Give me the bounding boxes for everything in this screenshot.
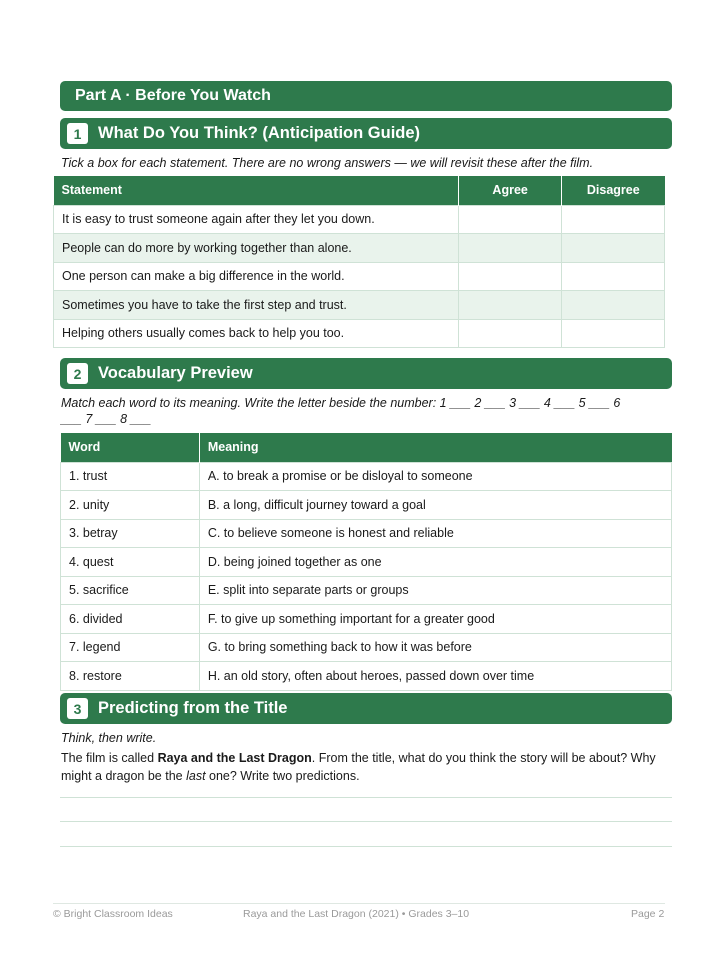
section-2-instructions bbox=[61, 395, 671, 427]
table-row bbox=[61, 548, 672, 577]
table-header-row bbox=[54, 176, 665, 205]
film-title: Raya and the Last Dragon bbox=[157, 751, 312, 765]
footer-divider bbox=[53, 903, 665, 904]
table-row bbox=[54, 319, 665, 348]
vocabulary-table bbox=[60, 433, 672, 691]
agree-checkbox-cell[interactable] bbox=[459, 262, 562, 291]
disagree-checkbox-cell[interactable] bbox=[562, 205, 665, 234]
table-row bbox=[61, 633, 672, 662]
section-3-number: 3 bbox=[67, 698, 88, 719]
column-header-word: Word bbox=[61, 433, 200, 462]
section-1-title: What Do You Think? (Anticipation Guide) bbox=[98, 124, 421, 142]
section-3-lead: Think, then write. bbox=[61, 731, 157, 745]
agree-checkbox-cell[interactable] bbox=[459, 234, 562, 263]
agree-checkbox-cell[interactable] bbox=[459, 205, 562, 234]
section-1-header bbox=[60, 118, 672, 149]
disagree-checkbox-cell[interactable] bbox=[562, 234, 665, 263]
statement-cell: It is easy to trust someone again after they let you down. bbox=[54, 205, 459, 234]
agree-checkbox-cell[interactable] bbox=[459, 291, 562, 320]
table-row bbox=[61, 519, 672, 548]
answer-line-2[interactable] bbox=[60, 821, 672, 822]
prompt-emphasis: last bbox=[186, 769, 206, 783]
footer-copyright: © Bright Classroom Ideas bbox=[53, 908, 173, 920]
column-header-disagree: Disagree bbox=[562, 176, 665, 205]
word-cell: 6. divided bbox=[61, 605, 200, 634]
prompt-text-end: one? Write two predictions. bbox=[205, 769, 360, 783]
section-2-title: Vocabulary Preview bbox=[98, 364, 253, 382]
word-cell: 7. legend bbox=[61, 633, 200, 662]
footer-film-info: Raya and the Last Dragon (2021) • Grades 3–10 bbox=[243, 908, 470, 920]
disagree-checkbox-cell[interactable] bbox=[562, 262, 665, 291]
disagree-checkbox-cell[interactable] bbox=[562, 291, 665, 320]
section-2-instructions-line-2: ___ 7 ___ 8 ___ bbox=[61, 412, 152, 426]
prompt-text-start: The film is called bbox=[61, 751, 158, 765]
table-row bbox=[61, 462, 672, 491]
section-1-number: 1 bbox=[67, 123, 88, 144]
statement-cell: Helping others usually comes back to help you too. bbox=[54, 319, 459, 348]
column-header-meaning: Meaning bbox=[199, 433, 671, 462]
table-header-row bbox=[61, 433, 672, 462]
word-cell: 5. sacrifice bbox=[61, 576, 200, 605]
section-3-header bbox=[60, 693, 672, 724]
table-row bbox=[61, 576, 672, 605]
footer-page-number: Page 2 bbox=[631, 908, 665, 920]
part-header-band bbox=[60, 81, 672, 111]
section-3-title: Predicting from the Title bbox=[98, 699, 288, 717]
table-row bbox=[54, 262, 665, 291]
word-cell: 8. restore bbox=[61, 662, 200, 691]
prompt-text-middle: . From the title, what do you think the story will be about? Why might a dragon be the bbox=[61, 751, 656, 783]
anticipation-guide-table bbox=[53, 176, 665, 348]
word-cell: 2. unity bbox=[61, 491, 200, 520]
disagree-checkbox-cell[interactable] bbox=[562, 319, 665, 348]
table-row bbox=[54, 205, 665, 234]
column-header-statement: Statement bbox=[54, 176, 459, 205]
section-3-prompt bbox=[61, 749, 671, 785]
table-row bbox=[61, 605, 672, 634]
meaning-cell: B. a long, difficult journey toward a goal bbox=[199, 491, 671, 520]
meaning-cell: E. split into separate parts or groups bbox=[199, 576, 671, 605]
meaning-cell: A. to break a promise or be disloyal to someone bbox=[199, 462, 671, 491]
meaning-cell: F. to give up something important for a greater good bbox=[199, 605, 671, 634]
meaning-cell: G. to bring something back to how it was before bbox=[199, 633, 671, 662]
answer-line-3[interactable] bbox=[60, 846, 672, 847]
statement-cell: One person can make a big difference in the world. bbox=[54, 262, 459, 291]
section-2-header bbox=[60, 358, 672, 389]
meaning-cell: D. being joined together as one bbox=[199, 548, 671, 577]
column-header-agree: Agree bbox=[459, 176, 562, 205]
word-cell: 3. betray bbox=[61, 519, 200, 548]
meaning-cell: H. an old story, often about heroes, passed down over time bbox=[199, 662, 671, 691]
section-1-instructions: Tick a box for each statement. There are no wrong answers — we will revisit these after the film. bbox=[61, 156, 594, 170]
table-row bbox=[61, 662, 672, 691]
answer-line-1[interactable] bbox=[60, 797, 672, 798]
part-title: Part A · Before You Watch bbox=[75, 87, 271, 104]
section-2-number: 2 bbox=[67, 363, 88, 384]
statement-cell: Sometimes you have to take the first step and trust. bbox=[54, 291, 459, 320]
word-cell: 1. trust bbox=[61, 462, 200, 491]
agree-checkbox-cell[interactable] bbox=[459, 319, 562, 348]
statement-cell: People can do more by working together than alone. bbox=[54, 234, 459, 263]
table-row bbox=[54, 234, 665, 263]
table-row bbox=[61, 491, 672, 520]
section-2-instructions-line-1: Match each word to its meaning. Write the letter beside the number: 1 ___ 2 ___ 3 ___ 4 ___ 5 ___ 6 bbox=[61, 396, 621, 410]
word-cell: 4. quest bbox=[61, 548, 200, 577]
table-row bbox=[54, 291, 665, 320]
meaning-cell: C. to believe someone is honest and reliable bbox=[199, 519, 671, 548]
